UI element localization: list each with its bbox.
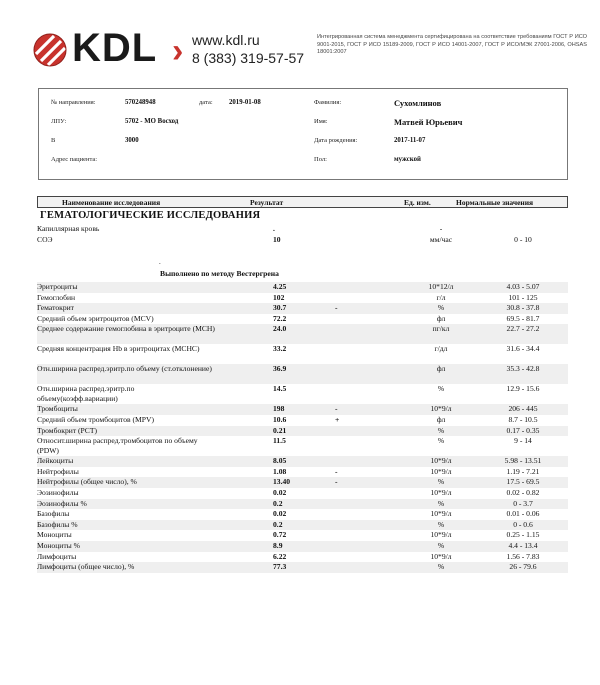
name-label: Имя: <box>314 118 328 125</box>
reference-range: 1.56 - 7.83 <box>506 551 540 561</box>
result-value: 4.25 <box>273 282 287 291</box>
reference-range: 0.17 - 0.35 <box>506 425 540 435</box>
test-name: Моноциты % <box>37 541 80 550</box>
table-row <box>37 477 568 488</box>
unit-value: % <box>437 562 445 572</box>
column-header-result: Результат <box>250 198 284 207</box>
result-value: 11.5 <box>273 436 286 446</box>
table-row <box>37 552 568 563</box>
table-row <box>37 404 568 415</box>
table-row <box>37 384 568 404</box>
unit-value: % <box>437 384 445 394</box>
unit-value: 10*12/л <box>428 282 454 291</box>
direction-number: 570248948 <box>125 99 156 106</box>
unit-value: 10*9/л <box>430 509 452 519</box>
reference-range: 0.25 - 1.15 <box>506 530 540 540</box>
reference-range: 0 - 10 <box>514 234 532 244</box>
unit-value: % <box>437 519 445 529</box>
result-value: 10.6 <box>273 415 287 424</box>
reference-range: 9 - 14 <box>514 436 532 446</box>
birth-value: 2017-11-07 <box>394 137 426 144</box>
test-name: Эозинофилы % <box>37 498 87 508</box>
unit-value: г/дл <box>434 344 448 354</box>
reference-range: 12.9 - 15.6 <box>506 384 540 394</box>
reference-range: 26 - 79.6 <box>509 562 537 572</box>
unit-value: 10*9/л <box>430 456 452 466</box>
table-row <box>37 562 568 573</box>
test-name: Базофилы % <box>37 519 78 529</box>
date-label: дата: <box>199 99 213 106</box>
test-name: Лимфоциты (общее число), % <box>37 562 135 572</box>
table-row <box>37 314 568 325</box>
birth-label: Дата рождения: <box>314 137 358 144</box>
kdl-logo-icon <box>32 32 68 68</box>
sex-value: мужской <box>394 156 421 163</box>
unit-value: 10*9/л <box>430 530 452 540</box>
v-value: 3000 <box>125 137 139 144</box>
unit-value: 10*9/л <box>430 551 452 561</box>
reference-range: 4.03 - 5.07 <box>506 282 540 291</box>
table-row <box>37 364 568 384</box>
v-label: В <box>51 137 56 144</box>
unit-value: % <box>437 425 445 435</box>
table-row <box>37 224 568 235</box>
test-name: Эозинофилы <box>37 488 79 497</box>
reference-range: 0.02 - 0.82 <box>506 488 540 497</box>
reference-range: 35.3 - 42.8 <box>506 364 540 374</box>
test-name: Средний объем тромбоцитов (MPV) <box>37 415 155 424</box>
table-row <box>37 541 568 552</box>
unit-value: - <box>439 224 443 233</box>
result-value: 1.08 <box>273 466 287 476</box>
reference-range: 206 - 445 <box>508 404 538 414</box>
reference-range: 0 - 3.7 <box>513 498 533 508</box>
method-note: Выполнено по методу Вестергрена <box>160 269 279 278</box>
result-value: 0.02 <box>273 509 287 519</box>
surname-label: Фамилия: <box>314 99 342 106</box>
test-name: СОЭ <box>37 234 53 244</box>
result-value: 0.72 <box>273 530 287 540</box>
reference-range: 0 - 0.6 <box>513 519 533 529</box>
address-label: Адрес пациента: <box>51 156 98 163</box>
table-row <box>37 530 568 541</box>
unit-value: % <box>437 477 445 487</box>
reference-range: 17.5 - 69.5 <box>506 477 540 487</box>
test-name: Гемоглобин <box>37 292 76 302</box>
result-value: 8.9 <box>273 541 283 550</box>
deviation-flag: - <box>335 404 338 414</box>
unit-value: 10*9/л <box>430 466 452 476</box>
table-row <box>37 436 568 456</box>
table-row <box>37 456 568 467</box>
result-value: 0.2 <box>273 498 283 508</box>
direction-date: 2019-01-08 <box>229 99 261 106</box>
result-value: 72.2 <box>273 313 287 323</box>
table-row <box>37 499 568 510</box>
table-row <box>37 282 568 293</box>
name-value: Матвей Юрьевич <box>394 117 463 127</box>
test-name: Тромбокрит (PCT) <box>37 425 98 435</box>
test-name: Средняя концентрация Hb в эритроцитах (MCHC) <box>37 344 200 354</box>
test-name: Среднее содержание гемоглобина в эритроците (MCH) <box>37 324 215 334</box>
table-row <box>37 303 568 314</box>
table-row <box>37 293 568 304</box>
table-row <box>37 488 568 499</box>
column-header-name: Наименование исследования <box>62 198 161 207</box>
result-value: 0.02 <box>273 488 287 497</box>
reference-range: 31.6 - 34.4 <box>506 344 540 354</box>
unit-value: фл <box>436 313 446 323</box>
direction-label: № направления: <box>51 99 96 106</box>
reference-range: 8.7 - 10.5 <box>508 415 538 424</box>
deviation-flag: - <box>335 303 338 313</box>
patient-info-box <box>38 88 568 180</box>
result-value: 0.21 <box>273 425 287 435</box>
table-row <box>37 344 568 364</box>
test-name: Средний объем эритроцитов (MCV) <box>37 313 154 323</box>
table-row <box>37 520 568 531</box>
reference-range: 1.19 - 7.21 <box>506 466 540 476</box>
table-row <box>37 324 568 344</box>
chevron-right-icon: › <box>172 32 184 70</box>
test-name: Капиллярная кровь <box>37 224 100 233</box>
deviation-flag: - <box>335 477 338 487</box>
table-row <box>37 509 568 520</box>
unit-value: фл <box>436 364 446 374</box>
result-value: 33.2 <box>273 344 287 354</box>
reference-range: 0.01 - 0.06 <box>506 509 540 519</box>
result-value: 6.22 <box>273 551 287 561</box>
website-link[interactable]: www.kdl.ru <box>192 32 260 48</box>
test-name: Эритроциты <box>37 282 78 291</box>
kdl-logo-text: KDL <box>72 26 158 70</box>
unit-value: пг/кл <box>432 324 450 334</box>
unit-value: % <box>437 541 445 550</box>
certification-text: Интегрированная система менеджмента сертифицирована на соответствие требованиям ГОСТ Р ИСО 9001-2015, ГОСТ Р ИСО 15189-2009, ГОСТ Р ИСО 14001-2007, ГОСТ Р ИСО/МЭК 27001-2006, OHSAS 18001:2007 <box>317 34 587 55</box>
result-value: 36.9 <box>273 364 287 374</box>
unit-value: мм/час <box>429 234 453 244</box>
unit-value: % <box>437 303 445 313</box>
lpu-value: 5702 - МО Восход <box>125 118 179 125</box>
result-value: 0.2 <box>273 519 283 529</box>
reference-range: 4.4 - 13.4 <box>508 541 538 550</box>
test-name: Лимфоциты <box>37 551 77 561</box>
table-row <box>37 415 568 426</box>
reference-range: 69.5 - 81.7 <box>506 313 540 323</box>
result-value: 13.40 <box>273 477 291 487</box>
test-name: Базофилы <box>37 509 70 519</box>
result-value: 10 <box>273 234 281 244</box>
result-value: . <box>273 224 275 233</box>
unit-value: % <box>437 436 445 446</box>
unit-value: г/л <box>436 292 446 302</box>
test-name: Относит.ширина распред.тромбоцитов по объему (PDW) <box>37 436 198 456</box>
unit-value: 10*9/л <box>430 404 452 414</box>
sex-label: Пол: <box>314 156 327 163</box>
result-value: 24.0 <box>273 324 287 334</box>
method-dot: . <box>159 258 161 266</box>
reference-range: 22.7 - 27.2 <box>506 324 540 334</box>
phone-number: 8 (383) 319-57-57 <box>192 50 305 66</box>
result-value: 102 <box>273 292 285 302</box>
table-row <box>37 426 568 437</box>
table-row <box>37 467 568 478</box>
unit-value: % <box>437 498 445 508</box>
reference-range: 5.98 - 13.51 <box>504 456 542 466</box>
test-name: Отн.ширина распред.эритр.по объему (ст.отклонение) <box>37 364 212 374</box>
test-name: Тромбоциты <box>37 404 78 414</box>
table-row <box>37 235 568 246</box>
result-value: 8.05 <box>273 456 287 466</box>
result-value: 198 <box>273 404 285 414</box>
unit-value: 10*9/л <box>430 488 452 497</box>
deviation-flag: - <box>335 466 338 476</box>
column-header-norm: Нормальные значения <box>456 198 534 207</box>
reference-range: 101 - 125 <box>508 292 538 302</box>
report-header <box>32 28 587 78</box>
results-table-header <box>37 196 568 208</box>
lpu-label: ЛПУ: <box>51 118 67 125</box>
test-name: Отн.ширина распред.эритр.по объему(коэфф.вариации) <box>37 384 135 404</box>
test-name: Нейтрофилы (общее число), % <box>37 477 137 487</box>
result-value: 14.5 <box>273 384 287 394</box>
result-value: 77.3 <box>273 562 287 572</box>
deviation-flag: + <box>335 415 340 424</box>
test-name: Моноциты <box>37 530 72 540</box>
column-header-unit: Ед. изм. <box>404 198 431 207</box>
section-title: ГЕМАТОЛОГИЧЕСКИЕ ИССЛЕДОВАНИЯ <box>40 210 261 221</box>
result-value: 30.7 <box>273 303 287 313</box>
test-name: Лейкоциты <box>37 456 74 466</box>
unit-value: фл <box>436 415 446 424</box>
test-name: Гематокрит <box>37 303 74 313</box>
test-name: Нейтрофилы <box>37 466 79 476</box>
surname-value: Сухомлинов <box>394 98 442 108</box>
reference-range: 30.8 - 37.8 <box>506 303 540 313</box>
